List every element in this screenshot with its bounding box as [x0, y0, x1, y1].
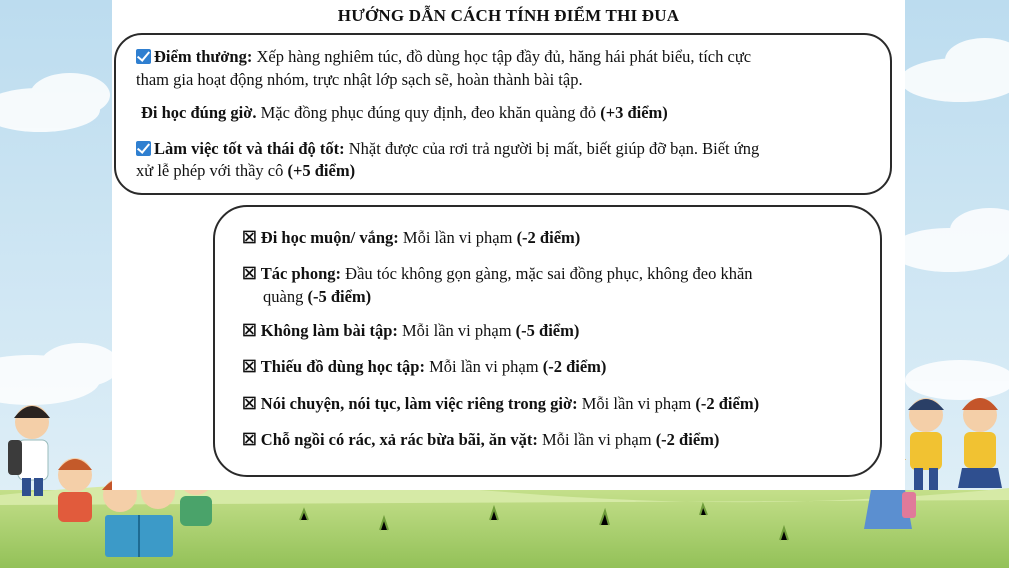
checkbox-crossed-icon: ☒	[242, 430, 257, 449]
penalty-item-2: ☒ Tác phong: Đầu tóc không gọn gàng, mặc sai đồng phục, không đeo khăn	[242, 264, 753, 283]
checkbox-crossed-icon: ☒	[242, 394, 257, 413]
bonus-item-3: Làm việc tốt và thái độ tốt: Nhặt được của rơi trả người bị mất, biết giúp đỡ bạn. Biết ứng	[136, 138, 759, 160]
checkbox-crossed-icon: ☒	[242, 321, 257, 340]
penalty-item-1: ☒ Đi học muộn/ vắng: Mỗi lần vi phạm (-2 điểm)	[242, 228, 581, 247]
bonus-item-1: Điểm thưởng: Xếp hàng nghiêm túc, đồ dùng học tập đầy đủ, hăng hái phát biểu, tích cực	[136, 46, 751, 68]
checkbox-crossed-icon: ☒	[242, 264, 257, 283]
penalty-item-3: ☒ Không làm bài tập: Mỗi lần vi phạm (-5 điểm)	[242, 321, 580, 340]
bonus-item-2: Đi học đúng giờ. Mặc đồng phục đúng quy định, đeo khăn quàng đỏ (+3 điểm)	[141, 103, 668, 122]
penalty-item-5: ☒ Nói chuyện, nói tục, làm việc riêng trong giờ: Mỗi lần vi phạm (-2 điểm)	[242, 394, 760, 413]
checkbox-crossed-icon: ☒	[242, 357, 257, 376]
checkbox-crossed-icon: ☒	[242, 228, 257, 247]
penalty-item-6: ☒ Chỗ ngồi có rác, xả rác bừa bãi, ăn vặt: Mỗi lần vi phạm (-2 điểm)	[242, 430, 720, 449]
page-title: HƯỚNG DẪN CÁCH TÍNH ĐIỂM THI ĐUA	[337, 6, 680, 25]
bonus-item-1-cont: tham gia hoạt động nhóm, trực nhật lớp sạch sẽ, hoàn thành bài tập.	[136, 70, 583, 89]
checkbox-checked-icon	[136, 141, 151, 156]
bonus-item-3-cont: xử lễ phép với thầy cô (+5 điểm)	[136, 161, 356, 180]
penalty-item-2-cont: quàng (-5 điểm)	[263, 287, 372, 306]
penalty-item-4: ☒ Thiếu đồ dùng học tập: Mỗi lần vi phạm (-2 điểm)	[242, 357, 607, 376]
checkbox-checked-icon	[136, 49, 151, 64]
